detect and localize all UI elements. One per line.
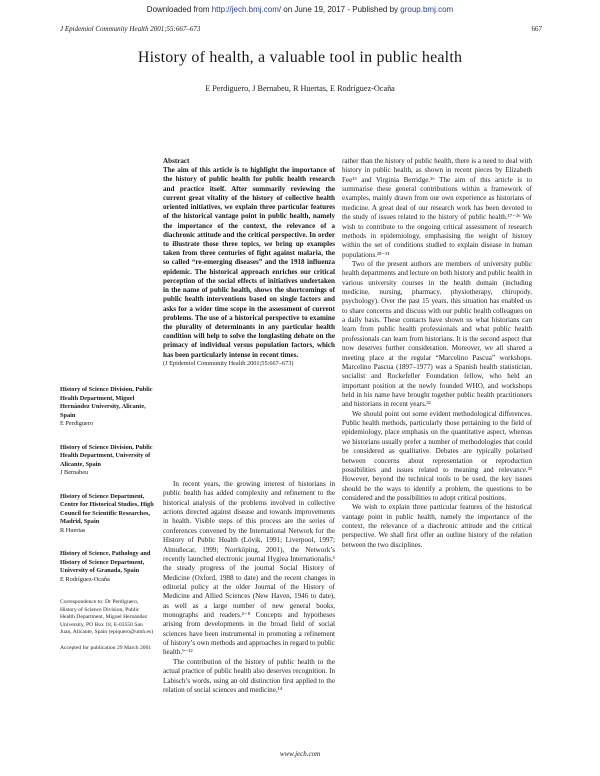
- paragraph: We wish to explain three particular features of the historical vantage point in public health, namely the importance of the context, the relevance of a diachronic attitude and the critical perspective. We shall first offer an outline history of the relation between the two disciplines.: [342, 503, 532, 549]
- footer-url: www.jech.com: [279, 750, 321, 758]
- author-list: E Perdiguero, J Bernabeu, R Huertas, E Rodríguez-Ocaña: [205, 84, 395, 93]
- download-banner: Downloaded from http://jech.bmj.com/ on June 19, 2017 - Published by group.bmj.com: [146, 5, 454, 14]
- affiliation-1: History of Science Division, Public Health Department, Miguel Hernández University, Alicante, Spain E Perdiguero: [60, 386, 153, 427]
- article-title: History of health, a valuable tool in public health: [137, 49, 463, 66]
- affiliation-2: History of Science Division, Public Health Department, University of Alicante, Spain J Bernabeu: [60, 443, 153, 476]
- page-number: 667: [531, 25, 542, 33]
- abstract-body: The aim of this article is to highlight the importance of the history of public health for public health research and practice itself. After summarily reviewing the current great vitality of the history of collective health oriented initiatives, we explain three particular features of the historical vantage point in public health, namely the importance of the context, the relevance of a diachronic attitude and the critical perspective. In order to illustrate those three topics, we bring up examples taken from three centuries of fight against malaria, the so called “re-emerging diseases” and the 1918 influenza epidemic. The historical approach enriches our critical perception of the social effects of initiatives undertaken in the name of public health, shows the shortcomings of public health interventions based on single factors and asks for a wider time scope in the assessment of current problems. The use of a historical perspective to examine the plurality of determinants in any particular health condition will help to solve the longlasting debate on the primacy of individual versus population factors, which has been particularly intense in recent times.: [163, 166, 335, 359]
- accepted-date: Accepted for publication 29 March 2001: [60, 644, 152, 651]
- affiliation-4: History of Science, Pathology and History of Science Department, University of Granada, Spain E Rodríguez-Ocaña: [60, 550, 151, 583]
- abstract: [163, 157, 335, 368]
- affiliations-sidebar: [60, 386, 155, 652]
- site-link[interactable]: http://jech.bmj.com/: [211, 5, 282, 14]
- abstract-citation: (J Epidemiol Community Health 2001;55:667–673): [163, 359, 294, 367]
- abstract-heading: Abstract: [163, 157, 190, 165]
- paragraph: Two of the present authors are members of university public health departments and lecture on both history and public health in various university courses in the health domain (including medicine, nursing, pharmacy, physiotherapy, chiropody, psychology). Over the past 15 years, this situation has enabled us to share concerns and discuss with our public health colleagues on a daily basis. These contacts have shown us what historians can learn from public health professionals and what public health professionals can learn from historians. It is the second aspect that now deserves further consideration. Moreover, we all shared a meeting place at the regular “Marcelino Pascua” workshops. Marcelino Pascua (1897–1977) was a Spanish health statistician, socialist and Rockefeller Foundation fellow, who held an important position at the newly founded WHO, and workshops held in his name have brought together public health practitioners and historians in recent years.³²: [342, 259, 532, 409]
- paragraph: The contribution of the history of public health to the actual practice of public health also deserves recognition. In Labisch’s words, using an old distinction first applied to the relation of social sciences and medicine,¹⁴: [163, 657, 335, 694]
- correspondence-note: Correspondence to: Dr Perdiguero, History of Science Division, Public Health Department, Miguel Hernández University, PO Box 18, E-03550 San Juan, Alicante, Spain (epiquero@umh.es): [60, 599, 154, 636]
- affiliation-3: History of Science Department, Centre for Historical Studies, High Council for Scientific Researches, Madrid, Spain R Huertas: [60, 492, 154, 534]
- paragraph: rather than the history of public health, there is a need to deal with history in public health, as shown in recent pieces by Elizabeth Fee¹⁵ and Virginia Berridge.¹⁶ The aim of this article is to summarise these general contributions within a framework of examples, mainly drawn from our own experience as historians of medicine. A great deal of our research work has been devoted to the study of issues related to the history of public health.¹⁷⁻²⁶ We wish to contribute to the ongoing critical assessment of research methods in epidemiology, emphasising the weight of history within the set of conditions studied to explain disease in human populations.²⁸⁻³¹: [342, 157, 532, 259]
- publisher-link[interactable]: group.bmj.com: [400, 5, 454, 14]
- body-column-right: [342, 157, 532, 550]
- paragraph: In recent years, the growing interest of historians in public health has added complexity and refinement to the historical analysis of the problems involved in collective actions directed against disease and towards improvements in health. Visible steps of this process are the series of conferences convened by the International Network for the History of Public Health (Lövik, 1991; Liverpool, 1997; Almuñecar, 1999; Norrköping, 2001), the Network’s recently launched electronic journal Hygiea Internationalis,¹ the steady progress of the journal Social History of Medicine (Oxford, 1988 to date) and the recent changes in editorial policy at the older Journal of the History of Medicine and Allied Sciences (New Haven, 1946 to date), as well as a large number of new general books, monographs and readers.²⁻⁸ Concepts and hypotheses arising from developments in the broad field of social sciences have been instrumental in promoting a refinement of history’s own methods and approaches in regard to public health.⁹⁻¹²: [163, 480, 335, 657]
- body-column-middle: [163, 480, 335, 695]
- running-head: J Epidemiol Community Health 2001;55:667–673: [60, 25, 201, 33]
- paragraph: We should point out some evident methodological differences. Public health methods, particularly those pertaining to the field of epidemiology, place emphasis on the quantitative aspect, whereas we historians usually prefer a number of methodologies that could be considered as qualitative. Debates are typically polarised between concerns about representation or reproduction possibilities and issues related to meaning and relevance.³³ However, beyond the technical tools to be used, the key issues should be the ways to identify a problem, the questions to be considered and the possibilities to adopt critical positions.: [342, 409, 532, 502]
